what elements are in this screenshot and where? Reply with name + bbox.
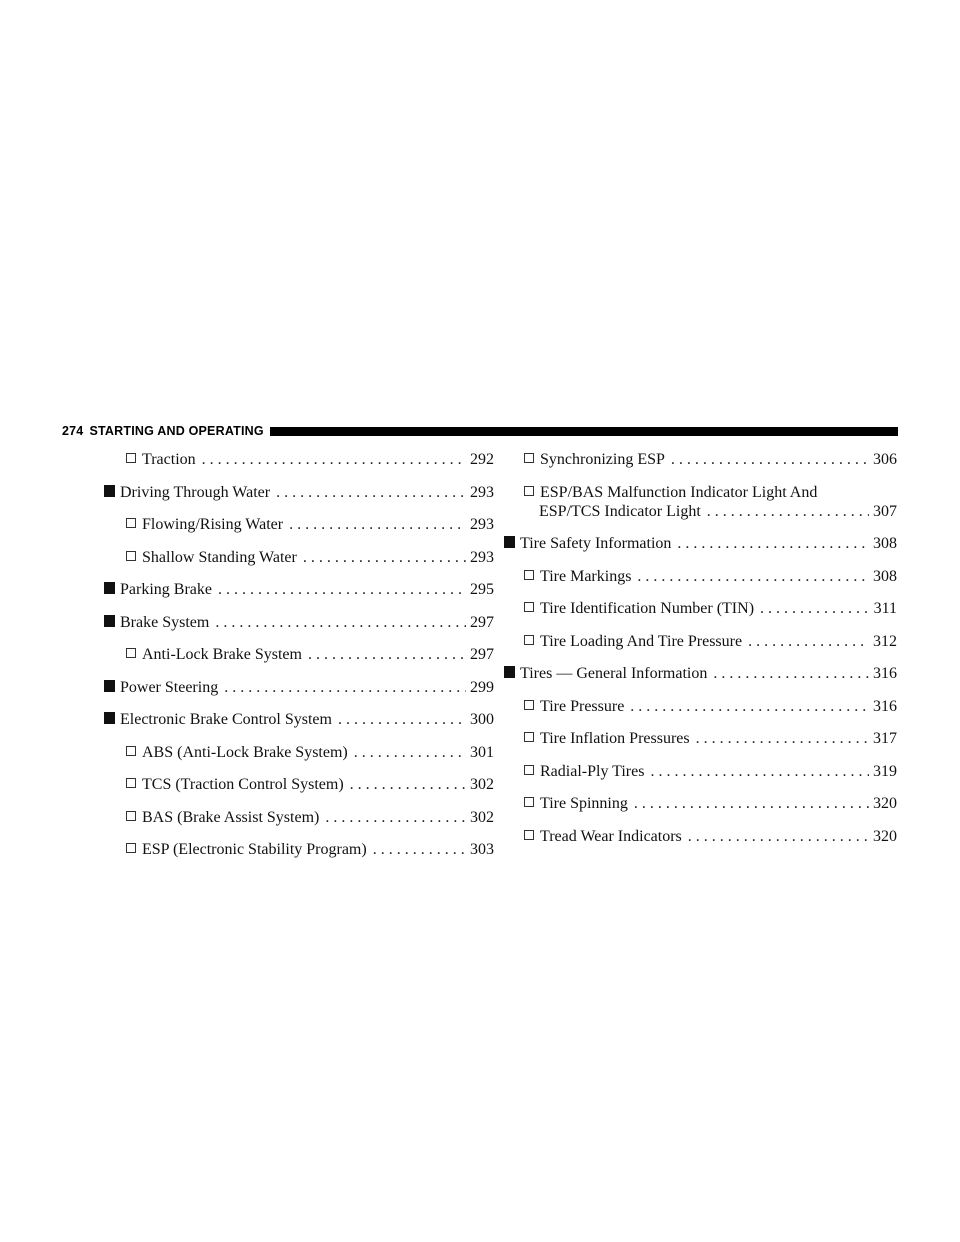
toc-entry-title: Electronic Brake Control System [120,711,332,728]
toc-entry-page: 320 [873,795,897,812]
section-bullet-icon [104,615,115,627]
header-rule [270,427,898,436]
toc-entry[interactable] [104,678,494,697]
toc-entry[interactable] [524,450,897,469]
dot-leader [276,483,466,502]
toc-entry[interactable] [126,840,494,859]
toc-entry[interactable] [126,775,494,794]
toc-entry-page: 308 [873,567,897,585]
toc-entry-page: 311 [873,600,897,617]
toc-entry-title: Traction [142,451,196,468]
toc-entry-page: 300 [470,711,494,728]
toc-entry-page: 312 [873,632,897,650]
toc-entry-title-line1: ESP/BAS Malfunction Indicator Light And [540,483,818,501]
toc-entry[interactable] [524,794,897,813]
toc-entry-title: Tire Pressure [540,697,625,715]
sub-bullet-icon [126,518,136,528]
sub-bullet-icon [126,453,136,463]
toc-entry-title: Synchronizing ESP [540,451,665,468]
header-text [62,424,264,438]
dot-leader [637,567,869,586]
toc-entry[interactable] [524,697,897,716]
toc-entry-page: 319 [873,762,897,780]
dot-leader [713,664,869,683]
toc-entry-title: Tire Identification Number (TIN) [540,600,755,617]
toc-entry-title: Flowing/Rising Water [142,516,284,533]
sub-bullet-icon [524,765,534,775]
section-bullet-icon [104,582,115,594]
section-bullet-icon [104,712,115,724]
sub-bullet-icon [126,843,136,853]
sub-bullet-icon [524,732,534,742]
sub-bullet-icon [524,453,534,463]
dot-leader [218,580,466,599]
dot-leader [696,729,869,748]
toc-entry-page: 292 [470,451,494,468]
toc-entry[interactable] [126,450,494,469]
dot-leader [338,710,466,729]
dot-leader [354,743,466,762]
sub-bullet-icon [524,797,534,807]
toc-entry-page: 316 [873,665,897,682]
toc-entry[interactable] [104,580,494,599]
toc-entry-page: 297 [470,646,494,663]
dot-leader [303,548,466,567]
toc-entry-page: 301 [470,743,494,761]
toc-entry-title: Driving Through Water [120,483,271,501]
toc-entry-title: BAS (Brake Assist System) [142,808,320,826]
section-bullet-icon [504,536,515,548]
toc-entry-page: 307 [873,502,897,520]
dot-leader [325,808,466,827]
toc-entry-page: 293 [470,548,494,566]
toc-entry-title: Parking Brake [120,581,212,598]
toc-entry-page: 303 [470,841,494,858]
toc-entry[interactable] [524,762,897,781]
toc-entry[interactable] [104,613,494,632]
toc-entry[interactable] [104,483,494,502]
toc-entry-title: Radial-Ply Tires [540,762,645,780]
sub-bullet-icon [524,602,534,612]
toc-entry-page: 299 [470,678,494,696]
sub-bullet-icon [524,486,534,496]
dot-leader [308,645,466,664]
toc-entry[interactable] [524,827,897,846]
sub-bullet-icon [524,635,534,645]
toc-entry-title: ESP/TCS Indicator Light [539,502,701,520]
toc-entry-page: 316 [873,697,897,715]
dot-leader [688,827,869,846]
sub-bullet-icon [126,551,136,561]
toc-entry-title: Tire Safety Information [520,535,672,552]
toc-entry[interactable] [524,567,897,586]
toc-right-column [520,450,897,859]
dot-leader [677,534,869,553]
toc-entry[interactable] [126,743,494,762]
dot-leader [224,678,466,697]
toc-entry[interactable] [126,548,494,567]
toc-entry-title: Shallow Standing Water [142,548,297,566]
dot-leader [373,840,466,859]
toc-entry-title: Tire Markings [540,567,632,585]
section-bullet-icon [504,666,515,678]
toc-entry[interactable] [524,599,897,618]
sub-bullet-icon [126,811,136,821]
toc-entry[interactable] [524,483,897,521]
toc-entry-page: 302 [470,776,494,793]
section-bullet-icon [104,680,115,692]
toc-entry-page: 320 [873,827,897,845]
dot-leader [215,613,466,632]
dot-leader [748,632,869,651]
toc-entry-page: 308 [873,535,897,552]
toc-entry-page: 297 [470,613,494,631]
toc-entry-title: Brake System [120,613,210,631]
toc-entry-title: Tread Wear Indicators [540,827,682,845]
toc-entry-page: 302 [470,808,494,826]
dot-leader [650,762,869,781]
dot-leader [707,502,869,521]
sub-bullet-icon [126,648,136,658]
toc-entry-page: 293 [470,483,494,501]
toc-entry-page: 306 [873,451,897,468]
toc-entry[interactable] [504,534,897,553]
toc-entry-page: 317 [873,730,897,747]
sub-bullet-icon [524,570,534,580]
toc-entry[interactable] [504,664,897,683]
toc-entry[interactable] [524,632,897,651]
dot-leader [630,697,869,716]
toc-entry-title: TCS (Traction Control System) [142,776,344,793]
sub-bullet-icon [524,700,534,710]
header-page-number: 274 [62,424,84,438]
header-section-title: STARTING AND OPERATING [89,424,264,438]
sub-bullet-icon [126,746,136,756]
dot-leader [634,794,869,813]
sub-bullet-icon [524,830,534,840]
sub-bullet-icon [126,778,136,788]
toc-entry-title: Power Steering [120,678,219,696]
toc-entry[interactable] [104,710,494,729]
toc-entry-page: 293 [470,516,494,533]
dot-leader [671,450,869,469]
toc-entry-page: 295 [470,581,494,598]
toc-entry-title: Tire Spinning [540,795,628,812]
toc-entry-title: ESP (Electronic Stability Program) [142,841,367,858]
toc-entry-title: Anti-Lock Brake System [142,646,302,663]
toc-entry[interactable] [524,729,897,748]
toc-entry[interactable] [126,515,494,534]
dot-leader [760,599,870,618]
toc-entry-title: Tire Inflation Pressures [540,730,690,747]
toc-left-column [104,450,494,873]
dot-leader [350,775,466,794]
dot-leader [202,450,466,469]
toc-entry[interactable] [126,808,494,827]
toc-entry-title: ABS (Anti-Lock Brake System) [142,743,348,761]
section-bullet-icon [104,485,115,497]
toc-entry[interactable] [126,645,494,664]
page-header [62,423,898,439]
dot-leader [289,515,466,534]
toc-entry-title: Tires — General Information [520,665,708,682]
toc-entry-title: Tire Loading And Tire Pressure [540,632,743,650]
